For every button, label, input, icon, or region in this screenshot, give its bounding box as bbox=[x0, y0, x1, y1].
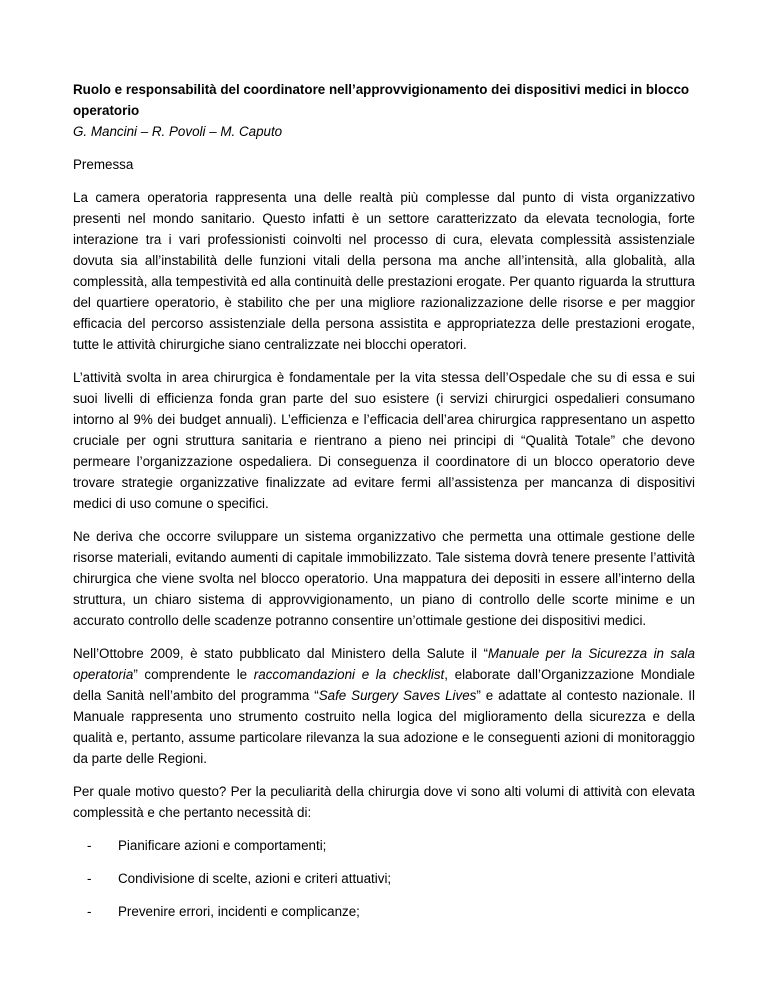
paragraph-1: La camera operatoria rappresenta una delle realtà più complesse dal punto di vista organizzativo presenti nel mondo sanitario. Questo infatti è un settore caratterizzato da elevata tecnologia, forte interazione tra i vari professionisti coinvolti nel processo di cura, elevata complessità assistenziale dovuta sia all’instabilità delle funzioni vitali della persona ma anche all’intensità, alla globalità, alla complessità, alla tempestività ed alla continuità delle prestazioni erogate. Per quanto riguarda la struttura del quartiere operatorio, è stabilito che per una migliore razionalizzazione delle risorse e per maggior efficacia del percorso assistenziale della persona assistita e appropriatezza delle prestazioni erogate, tutte le attività chirurgiche siano centralizzate nei blocchi operatori. bbox=[73, 190, 695, 352]
list-item bbox=[73, 868, 695, 889]
section-heading: Premessa bbox=[73, 157, 134, 172]
list-marker: - bbox=[87, 871, 92, 886]
paragraph-5: Per quale motivo questo? Per la peculiarità della chirurgia dove vi sono alti volumi di attività con elevata complessità e che pertanto necessità di: bbox=[73, 784, 695, 820]
paragraph-2: L’attività svolta in area chirurgica è fondamentale per la vita stessa dell’Ospedale che su di essa e sui suoi livelli di efficienza fonda gran parte del suo esistere (i servizi chirurgici ospedalieri consumano intorno al 9% dei budget annuali). L’efficienza e l’efficacia dell’area chirurgica rappresentano un aspetto cruciale per ogni struttura sanitaria e rientrano a pieno nei principi di “Qualità Totale” che devono permeare l’organizzazione ospedaliera. Di conseguenza il coordinatore di un blocco operatorio deve trovare strategie organizzative finalizzate ad evitare fermi all’assistenza per mancanza di dispositivi medici di uso comune o specifici. bbox=[73, 370, 695, 511]
paragraph-4 bbox=[73, 643, 695, 769]
list-marker: - bbox=[87, 838, 92, 853]
list-item-text: Prevenire errori, incidenti e complicanze; bbox=[118, 904, 360, 919]
list-marker: - bbox=[87, 904, 92, 919]
paragraph-4-text-3: , elaborate dall’Organizzazione Mondiale della Sanità nell’ambito del programma “ bbox=[73, 667, 695, 703]
paragraph-4-italic-3: Safe Surgery Saves Lives bbox=[318, 688, 477, 703]
paragraph-4-italic-1: Manuale per la Sicurezza in sala operatoria bbox=[73, 646, 695, 682]
bullet-list bbox=[73, 835, 695, 922]
document-authors: G. Mancini – R. Povoli – M. Caputo bbox=[73, 124, 283, 139]
document-title: Ruolo e responsabilità del coordinatore nell’approvvigionamento dei dispositivi medici in blocco operatorio bbox=[73, 82, 690, 118]
paragraph-4-text-4: ” e adattate al contesto nazionale. Il Manuale rappresenta uno strumento costruito nella logica del miglioramento della sicurezza e della qualità e, pertanto, assume particolare rilevanza la sua adozione e le conseguenti azioni di monitoraggio da parte delle Regioni. bbox=[73, 688, 695, 766]
list-item bbox=[73, 901, 695, 922]
paragraph-4-italic-2: raccomandazioni e la checklist bbox=[253, 667, 445, 682]
paragraph-3: Ne deriva che occorre sviluppare un sistema organizzativo che permetta una ottimale gestione delle risorse materiali, evitando aumenti di capitale immobilizzato. Tale sistema dovrà tenere presente l’attività chirurgica che viene svolta nel blocco operatorio. Una mappatura dei depositi in essere all’interno della struttura, un chiaro sistema di approvvigionamento, un piano di controllo delle scorte minime e un accurato controllo delle scadenze potranno consentire un’ottimale gestione dei dispositivi medici. bbox=[73, 529, 695, 628]
document-page bbox=[73, 79, 695, 934]
paragraph-4-text-1: Nell’Ottobre 2009, è stato pubblicato dal Ministero della Salute il “ bbox=[73, 646, 488, 661]
list-item-text: Pianificare azioni e comportamenti; bbox=[118, 838, 327, 853]
paragraph-4-text-2: ” comprendente le bbox=[133, 667, 254, 682]
list-item-text: Condivisione di scelte, azioni e criteri attuativi; bbox=[118, 871, 392, 886]
list-item bbox=[73, 835, 695, 856]
